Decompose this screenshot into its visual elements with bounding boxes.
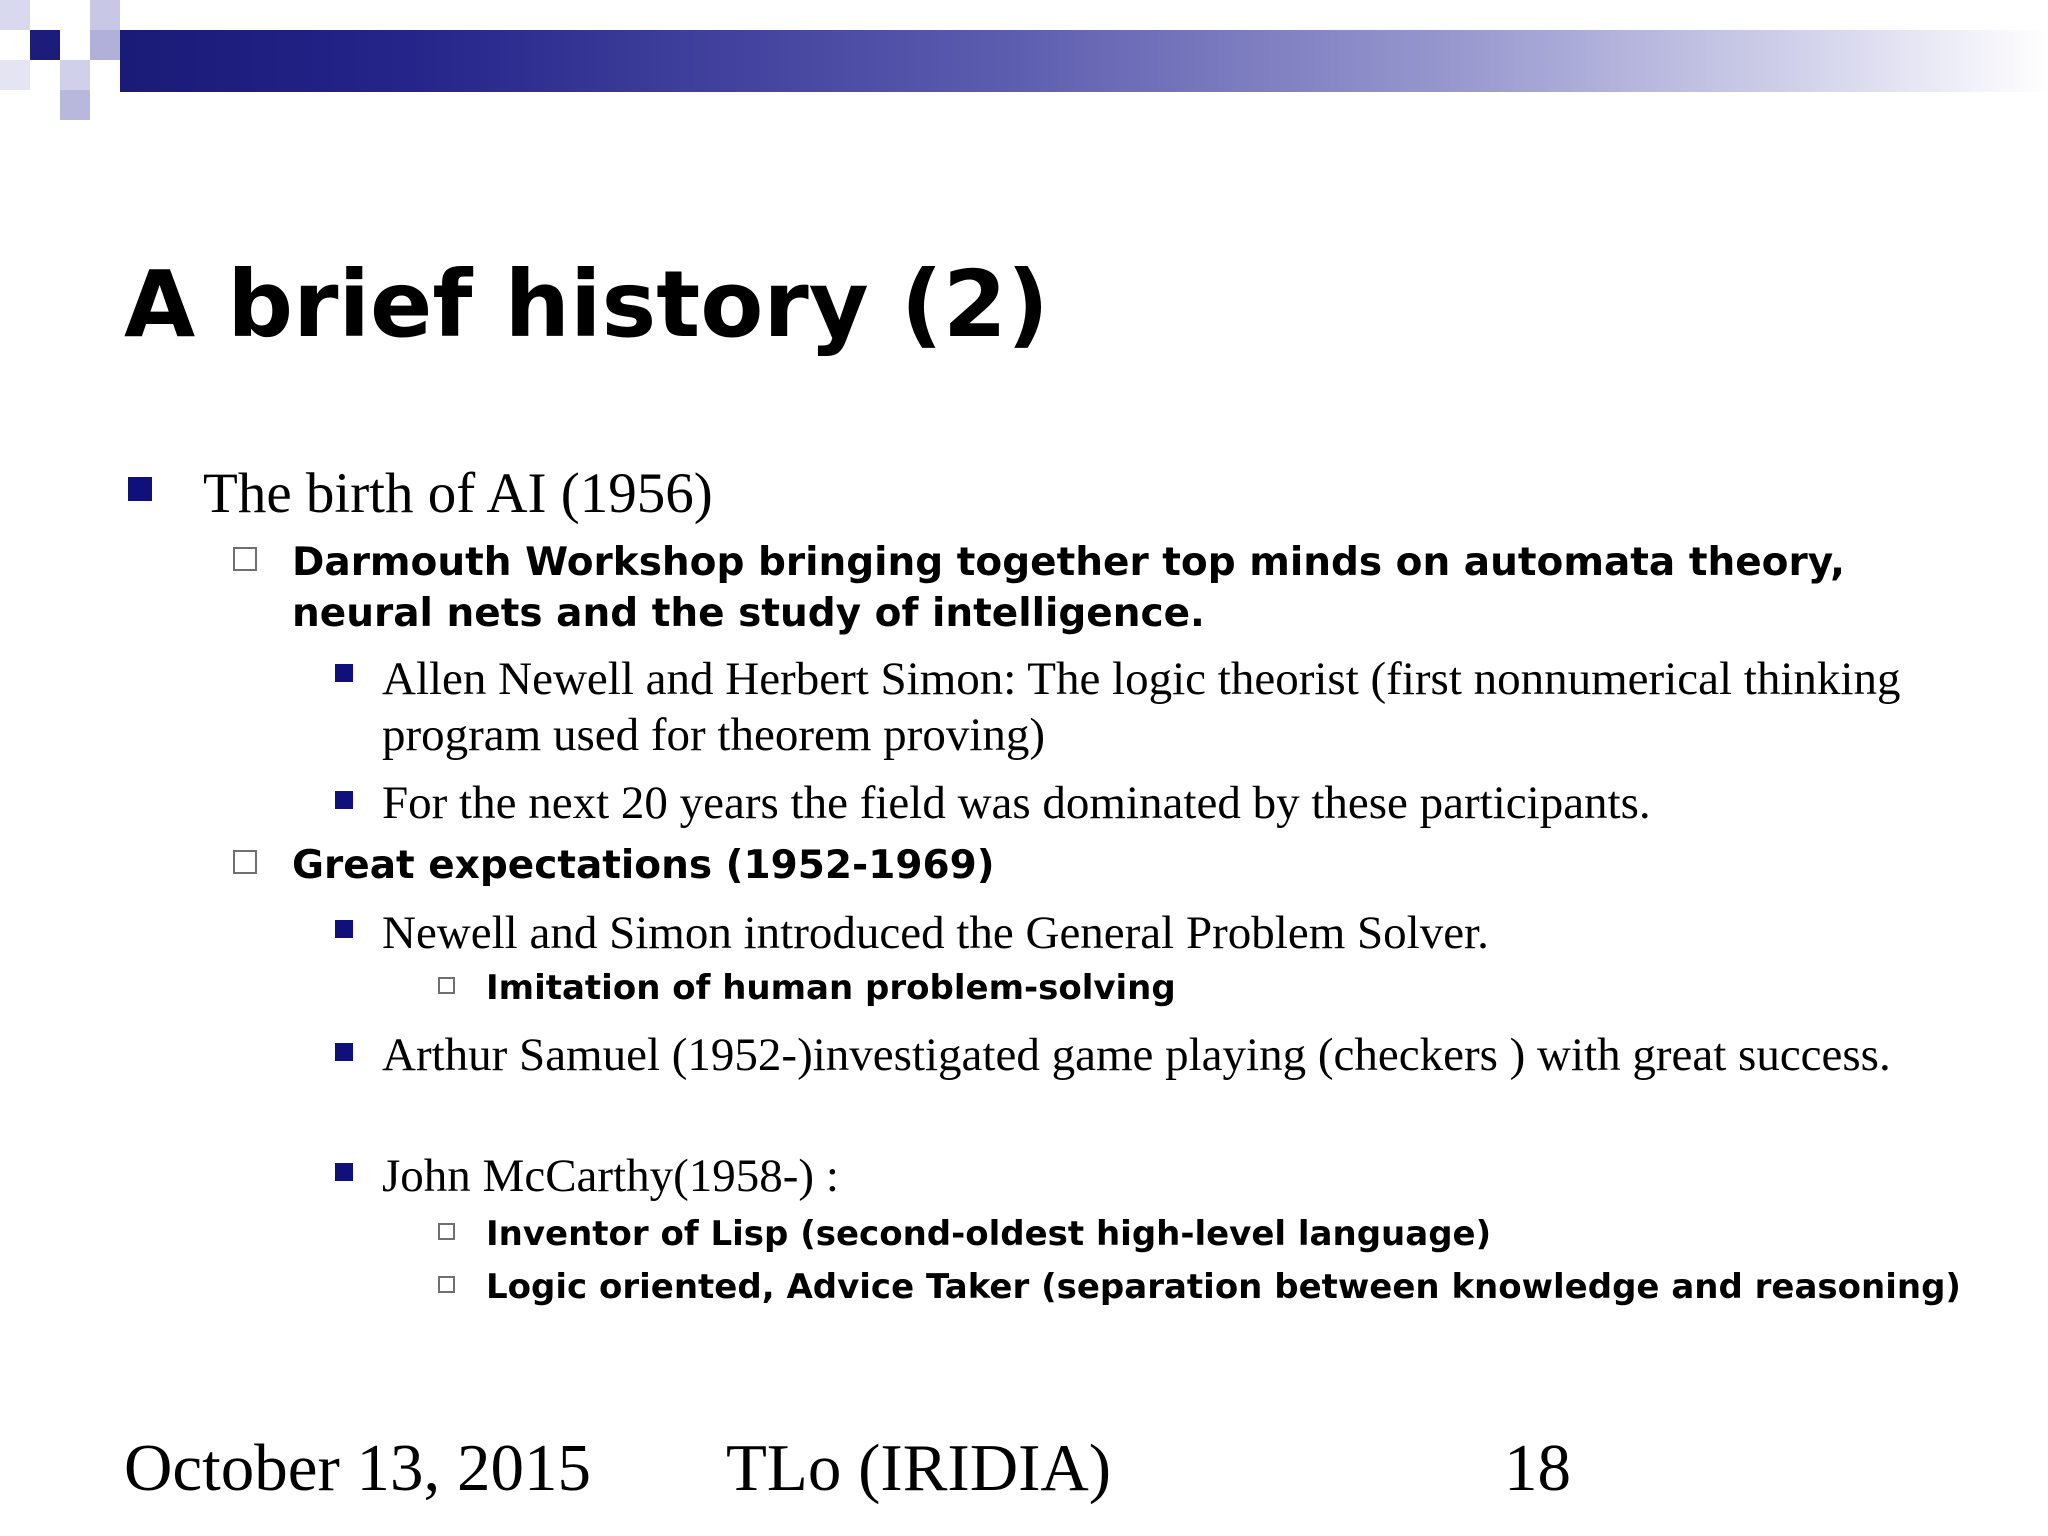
bullet-square-filled-icon <box>128 477 152 501</box>
bullet-square-hollow-icon <box>438 1223 455 1240</box>
deco-square <box>30 30 60 60</box>
deco-square <box>90 0 120 30</box>
deco-square <box>60 60 90 90</box>
bullet-level3: Arthur Samuel (1952-)investigated game playing (checkers ) with great success. <box>382 1029 1891 1081</box>
bullet-square-filled-icon <box>335 1163 353 1181</box>
footer-author: TLo (IRIDIA) <box>726 1431 1112 1505</box>
deco-square <box>0 60 30 90</box>
slide-title: A brief history (2) <box>124 251 1049 358</box>
bullet-level2: Darmouth Workshop bringing together top minds on automata theory, neural nets and the study of intelligence. <box>292 540 1845 636</box>
bullet-level4: Logic oriented, Advice Taker (separation between knowledge and reasoning) <box>486 1267 1961 1307</box>
bullet-level1: The birth of AI (1956) <box>203 462 713 525</box>
deco-square <box>0 0 30 30</box>
footer-page-number: 18 <box>1504 1431 1571 1505</box>
bullet-square-filled-icon <box>335 664 353 682</box>
deco-square <box>60 90 90 120</box>
bullet-square-hollow-icon <box>438 1276 455 1293</box>
bullet-level2: Great expectations (1952-1969) <box>292 843 995 888</box>
bullet-level3: Allen Newell and Herbert Simon: The logic theorist (first nonnumerical thinking program used for theorem proving) <box>382 653 1901 761</box>
bullet-level3: John McCarthy(1958-) : <box>382 1150 839 1202</box>
bullet-square-hollow-icon <box>438 977 455 994</box>
bullet-level4: Inventor of Lisp (second-oldest high-level language) <box>486 1214 1492 1254</box>
footer-date: October 13, 2015 <box>124 1431 592 1505</box>
bullet-level3: For the next 20 years the field was dominated by these participants. <box>382 777 1651 829</box>
title-gradient-bar <box>120 30 2048 92</box>
bullet-square-filled-icon <box>335 1043 353 1061</box>
bullet-square-hollow-icon <box>233 850 257 874</box>
bullet-square-hollow-icon <box>233 547 257 571</box>
bullet-level3: Newell and Simon introduced the General Problem Solver. <box>382 907 1489 959</box>
deco-square <box>90 30 120 60</box>
bullet-square-filled-icon <box>335 791 353 809</box>
bullet-level4: Imitation of human problem-solving <box>486 968 1176 1008</box>
bullet-square-filled-icon <box>335 920 353 938</box>
